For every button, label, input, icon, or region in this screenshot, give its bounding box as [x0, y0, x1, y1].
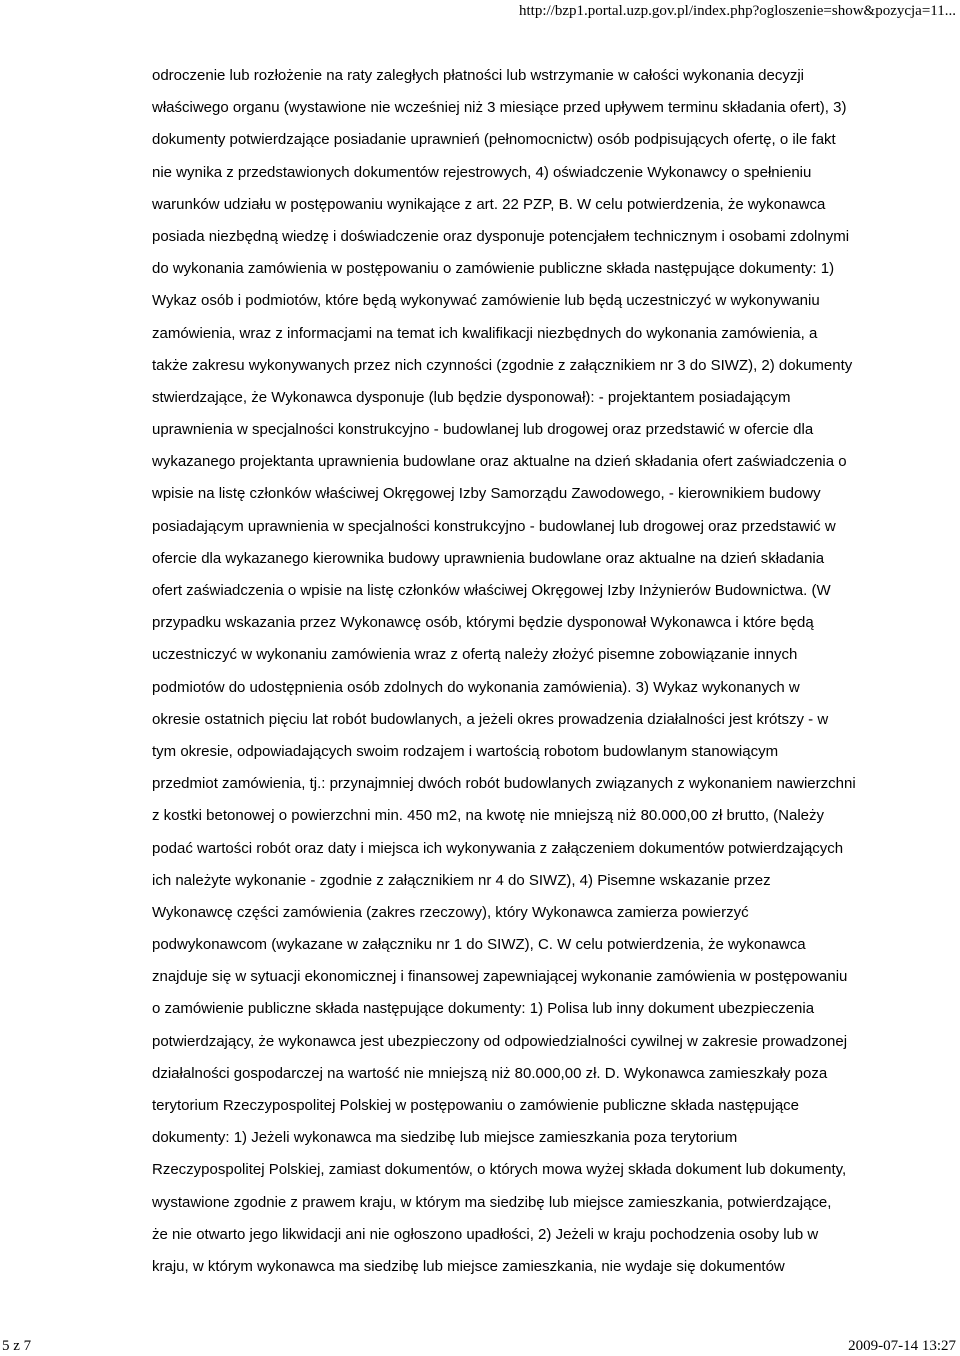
body-text-line: zamówienia, wraz z informacjami na temat ich kwalifikacji niezbędnych do wykonania zamówienia, a — [152, 324, 818, 342]
body-text-line: ich należyte wykonanie - zgodnie z załącznikiem nr 4 do SIWZ), 4) Pisemne wskazanie przez — [152, 871, 771, 889]
body-text-line: warunków udziału w postępowaniu wynikające z art. 22 PZP, B. W celu potwierdzenia, że wykonawca — [152, 195, 826, 213]
body-text-line: uprawnienia w specjalności konstrukcyjno - budowlanej lub drogowej oraz przedstawić w ofercie dla — [152, 421, 814, 439]
body-text-line: wystawione zgodnie z prawem kraju, w którym ma siedzibę lub miejsce zamieszkania, potwierdzające, — [152, 1193, 832, 1211]
body-text-line: wpisie na listę członków właściwej Okręgowej Izby Samorządu Zawodowego, - kierownikiem budowy — [152, 485, 821, 503]
body-text-line: dokumenty potwierdzające posiadanie uprawnień (pełnomocnictw) osób podpisujących ofertę, o ile fakt — [152, 131, 836, 149]
body-text-line: że nie otwarto jego likwidacji ani nie ogłoszono upadłości, 2) Jeżeli w kraju pochodzenia osoby lub w — [152, 1225, 819, 1243]
body-text-line: dokumenty: 1) Jeżeli wykonawca ma siedzibę lub miejsce zamieszkania poza terytorium — [152, 1129, 738, 1147]
body-text-line: także zakresu wykonywanych przez nich czynności (zgodnie z załącznikiem nr 3 do SIWZ), 2) dokumenty — [152, 356, 853, 374]
body-text-line: ofert zaświadczenia o wpisie na listę członków właściwej Okręgowej Izby Inżynierów Budownictwa. (W — [152, 582, 831, 599]
body-text-line: właściwego organu (wystawione nie wcześniej niż 3 miesiące przed upływem terminu składania ofert), 3) — [152, 99, 847, 117]
body-text-line: przedmiot zamówienia, tj.: przynajmniej dwóch robót budowlanych związanych z wykonaniem nawierzchni — [152, 775, 856, 793]
page-number: 5 z 7 — [2, 1338, 32, 1354]
body-text-line: terytorium Rzeczypospolitej Polskiej w postępowaniu o zamówienie publiczne składa następujące — [152, 1097, 800, 1114]
body-text-line: nie wynika z przedstawionych dokumentów rejestrowych, 4) oświadczenie Wykonawcy o spełnieniu — [152, 163, 812, 181]
body-text-line: okresie ostatnich pięciu lat robót budowlanych, a jeżeli okres prowadzenia działalności jest krótszy - w — [152, 710, 829, 728]
print-datetime: 2009-07-14 13:27 — [848, 1338, 956, 1354]
body-text-line: odroczenie lub rozłożenie na raty zaległych płatności lub wstrzymanie w całości wykonania decyzji — [152, 67, 804, 84]
body-text-line: stwierdzające, że Wykonawca dysponuje (lub będzie dysponował): - projektantem posiadającym — [152, 388, 791, 406]
body-text-line: posiada niezbędną wiedzę i doświadczenie oraz dysponuje potencjałem technicznym i osobami zdolnymi — [152, 227, 850, 245]
body-text-line: potwierdzający, że wykonawca jest ubezpieczony od odpowiedzialności cywilnej w zakresie prowadzonej — [152, 1032, 848, 1050]
body-text-line: z kostki betonowej o powierzchni min. 450 m2, na kwotę nie mniejszą niż 80.000,00 zł brutto, (Należy — [152, 807, 825, 825]
body-text-line: Wykonawcę części zamówienia (zakres rzeczowy), który Wykonawca zamierza powierzyć — [152, 903, 749, 921]
body-text-line: Rzeczypospolitej Polskiej, zamiast dokumentów, o których mowa wyżej składa dokument lub dokumenty, — [152, 1161, 847, 1179]
body-text-line: o zamówienie publiczne składa następujące dokumenty: 1) Polisa lub inny dokument ubezpieczenia — [152, 1000, 815, 1018]
document-body — [152, 60, 894, 1283]
body-text-line: podmiotów do udostępnienia osób zdolnych do wykonania zamówienia). 3) Wykaz wykonanych w — [152, 678, 800, 696]
header-url: http://bzp1.portal.uzp.gov.pl/index.php?ogloszenie=show&pozycja=11... — [519, 3, 956, 19]
body-text-line: działalności gospodarczej na wartość nie mniejszą niż 80.000,00 zł. D. Wykonawca zamieszkały poza — [152, 1064, 828, 1082]
body-text-line: ofercie dla wykazanego kierownika budowy uprawnienia budowlane oraz aktualne na dzień składania — [152, 549, 825, 567]
body-text-line: uczestniczyć w wykonaniu zamówienia wraz z ofertą należy złożyć pisemne zobowiązanie innych — [152, 646, 798, 664]
body-text-line: Wykaz osób i podmiotów, które będą wykonywać zamówienie lub będą uczestniczyć w wykonywaniu — [152, 292, 820, 310]
body-text-line: kraju, w którym wykonawca ma siedzibę lub miejsce zamieszkania, nie wydaje się dokumentów — [152, 1257, 785, 1275]
body-text-line: znajduje się w sytuacji ekonomicznej i finansowej zapewniającej wykonanie zamówienia w postępowaniu — [152, 968, 848, 986]
body-text-line: podać wartości robót oraz daty i miejsca ich wykonywania z załączeniem dokumentów potwierdzających — [152, 839, 844, 857]
body-text-line: do wykonania zamówienia w postępowaniu o zamówienie publiczne składa następujące dokumenty: 1) — [152, 260, 835, 278]
body-text-line: posiadającym uprawnienia w specjalności konstrukcyjno - budowlanej lub drogowej oraz przedstawić w — [152, 517, 836, 535]
body-text-line: przypadku wskazania przez Wykonawcę osób, którymi będzie dysponował Wykonawca i które będą — [152, 614, 814, 632]
body-text-line: podwykonawcom (wykazane w załączniku nr 1 do SIWZ), C. W celu potwierdzenia, że wykonawca — [152, 936, 806, 954]
body-text-line: tym okresie, odpowiadających swoim rodzajem i wartością robotom budowlanym stanowiącym — [152, 742, 779, 760]
body-text-line: wykazanego projektanta uprawnienia budowlane oraz aktualne na dzień składania ofert zaświadczenia o — [152, 453, 847, 471]
